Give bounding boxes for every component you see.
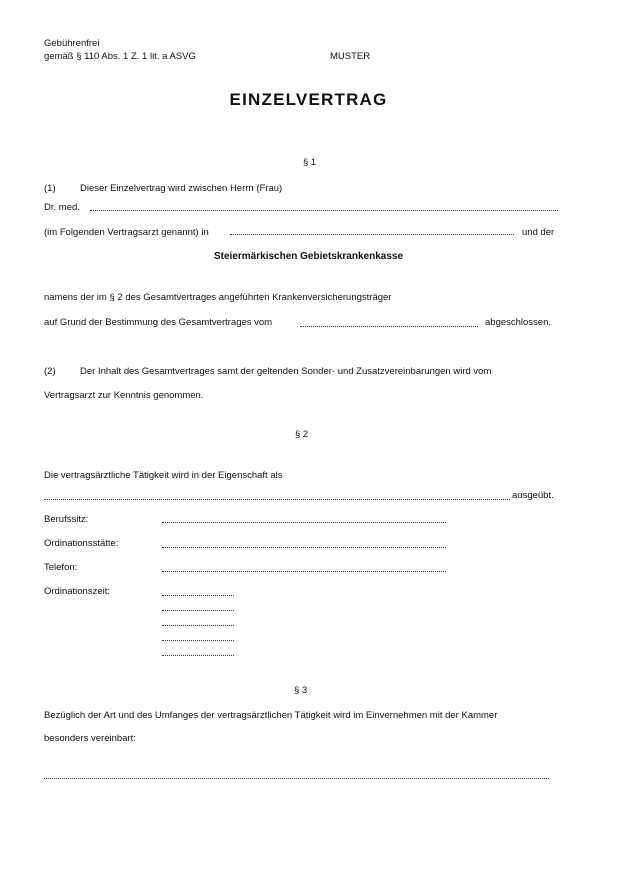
section-3-text-continued: besonders vereinbart: [44,733,136,744]
ordinationszeit-label: Ordinationszeit: [44,586,111,597]
ordinationszeit-field[interactable] [162,655,234,656]
und-der-label: und der [522,227,555,238]
doctor-name-field[interactable] [90,210,558,211]
document-title: EINZELVERTRAG [229,90,388,109]
paragraph-2-text-continued: Vertragsarzt zur Kenntnis genommen. [44,390,204,401]
berufssitz-label: Berufssitz: [44,514,89,525]
paragraph-1-number: (1) [44,183,56,194]
ordinationsstaette-label: Ordinationsstätte: [44,538,119,549]
telefon-label: Telefon: [44,562,78,573]
abgeschlossen-label: abgeschlossen. [485,317,552,328]
agreement-field[interactable] [44,778,549,779]
vertragsarzt-label: (im Folgenden Vertragsarzt genannt) in [44,227,209,238]
paragraph-2-text: Der Inhalt des Gesamtvertrages samt der geltenden Sonder- und Zusatzvereinbarungen wird vom [80,366,492,377]
berufssitz-field[interactable] [162,522,446,523]
legal-reference: gemäß § 110 Abs. 1 Z. 1 lit. a ASVG [44,51,196,62]
paragraph-2-number: (2) [44,366,56,377]
section-3-heading: § 3 [294,685,308,696]
muster-label: MUSTER [330,51,371,62]
ausgeuebt-label: ausgeübt. [512,490,554,501]
section-2-heading: § 2 [295,429,309,440]
location-field[interactable] [230,234,514,235]
fee-exempt-label: Gebührenfrei [44,38,100,49]
kasse-name: Steiermärkischen Gebietskrankenkasse [214,251,403,262]
auf-grund-label: auf Grund der Bestimmung des Gesamtvertrages vom [44,317,273,328]
capacity-field[interactable] [44,499,510,500]
section-3-text: Bezüglich der Art und des Umfanges der vertragsärztlichen Tätigkeit wird im Einvernehmen mit der Kammer [44,710,498,721]
telefon-field[interactable] [162,571,446,572]
ordinationszeit-field[interactable] [162,610,234,611]
dr-med-label: Dr. med. [44,202,80,213]
ordinationszeit-field[interactable] [162,595,234,596]
paragraph-1-text: Dieser Einzelvertrag wird zwischen Herrn (Frau) [80,183,283,194]
section-1-heading: § 1 [303,157,317,168]
namens-text: namens der im § 2 des Gesamtvertrages angeführten Krankenversicherungsträger [44,292,392,303]
ordinationsstaette-field[interactable] [162,547,446,548]
section-2-intro: Die vertragsärztliche Tätigkeit wird in der Eigenschaft als [44,470,283,481]
ordinationszeit-field[interactable] [162,625,234,626]
ordinationszeit-field[interactable] [162,640,234,641]
contract-date-field[interactable] [300,326,478,327]
